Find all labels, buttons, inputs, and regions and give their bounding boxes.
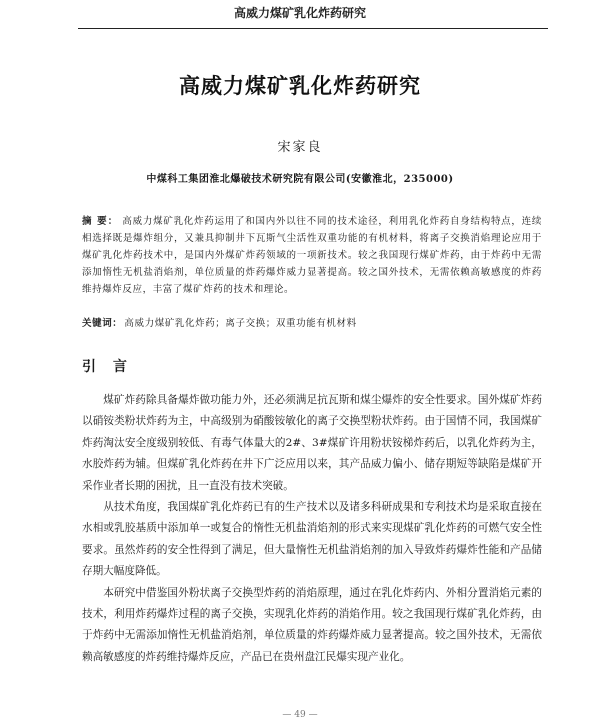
paragraph: 本研究中借鉴国外粉状离子交换型炸药的消焰原理，通过在乳化炸药内、外相分置消焰元素的技术，利用炸药爆炸过程的离子交换，实现乳化炸药的消焰作用。较之我国现行煤矿乳化炸药，由于炸药中无需添加惰性无机盐消焰剂，单位质量的炸药爆炸威力显著提高。较之国外技术，无需依赖高敏感度的炸药维持爆炸反应，产品已在贵州盘江民爆实现产业化。	[82, 586, 542, 663]
paragraph: 煤矿炸药除具备爆炸做功能力外，还必须满足抗瓦斯和煤尘爆炸的安全性要求。国外煤矿炸药以硝铵类粉状炸药为主，中高级别为硝酸铵敏化的离子交换型粉状炸药。由于国情不同，我国煤矿炸药淘汰安全度级别较低、有毒气体量大的2#、3#煤矿许用粉状铵梯炸药后，以乳化炸药为主，水胶炸药为辅。但煤矿乳化炸药在井下广泛应用以来，其产品威力偏小、储存期短等缺陷是煤矿开采作业者长期的困扰，且一直没有技术突破。	[82, 394, 542, 492]
header-rule	[78, 28, 548, 29]
running-head: 高威力煤矿乳化炸药研究	[233, 6, 366, 20]
keywords	[82, 315, 542, 329]
abstract-label: 摘 要：	[82, 216, 119, 227]
paper-title: 高威力煤矿乳化炸药研究	[179, 74, 421, 98]
body-text	[82, 390, 542, 668]
keywords-text: 高威力煤矿乳化炸药；离子交换；双重功能有机材料	[124, 318, 357, 329]
section-heading-introduction: 引 言	[82, 359, 133, 375]
author-name: 宋家良	[277, 140, 323, 155]
abstract	[82, 213, 542, 298]
page-number: — 49 —	[282, 710, 318, 720]
author-affiliation: 中煤科工集团淮北爆破技术研究院有限公司(安徽淮北，235000)	[146, 174, 454, 185]
paragraph: 从技术角度，我国煤矿乳化炸药已有的生产技术以及诸多科研成果和专利技术均是采取直接在水相或乳胶基质中添加单一或复合的惰性无机盐消焰剂的形式来实现煤矿乳化炸药的可燃气安全性要求。虽然炸药的安全性得到了满足，但大量惰性无机盐消焰剂的加入导致炸药爆炸性能和产品储存期大幅度降低。	[82, 501, 542, 578]
abstract-text: 高威力煤矿乳化炸药运用了和国内外以往不同的技术途径，利用乳化炸药自身结构特点，连续相选择既是爆炸组分，又兼具抑制井下瓦斯气尘活性双重功能的有机材料，将离子交换消焰理论应用于煤矿乳化炸药技术中，是国内外煤矿炸药领域的一项新技术。较之我国现行煤矿炸药，由于炸药中无需添加惰性无机盐消焰剂，单位质量的炸药爆炸威力显著提高。较之国外技术，无需依赖高敏感度的炸药维持爆炸反应，丰富了煤矿炸药的技术和理论。	[82, 216, 543, 295]
keywords-label: 关键词：	[82, 318, 123, 329]
